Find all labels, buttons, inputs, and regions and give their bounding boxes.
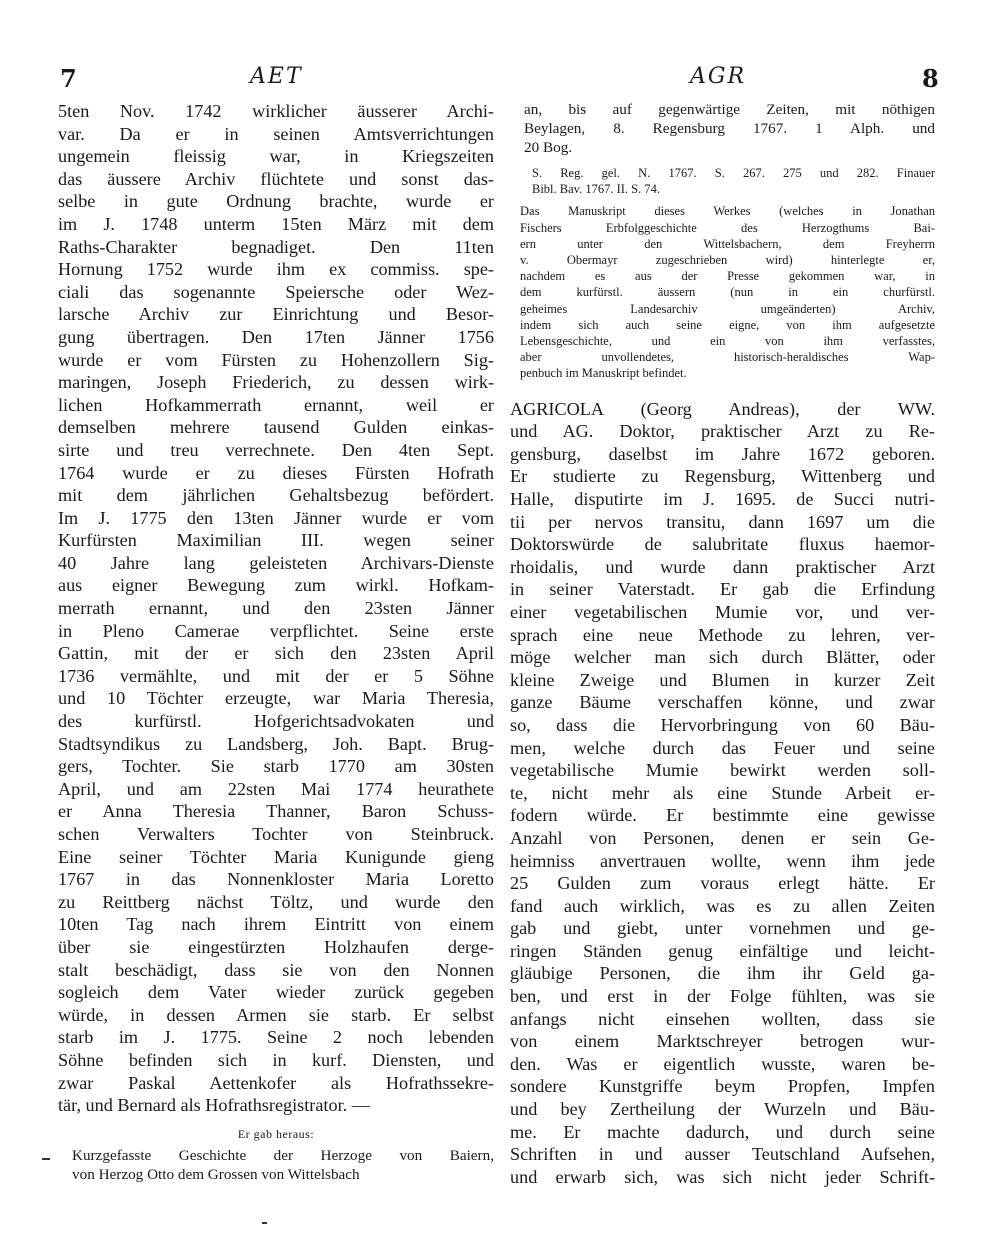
text-line: gensburg, daselbst im Jahre 1672 geboren. bbox=[510, 443, 935, 464]
text-line: über sie eingestürzten Holzhaufen derge- bbox=[58, 936, 494, 957]
text-line: larsche Archiv zur Einrichtung und Besor- bbox=[58, 304, 494, 325]
left-running-head: AET bbox=[250, 64, 303, 89]
left-column bbox=[58, 100, 494, 1184]
text-line: einer vegetabilischen Mumie vor, und ver- bbox=[510, 601, 935, 622]
text-line: demselben mehrere tausend Gulden einkas- bbox=[58, 417, 494, 438]
text-line: tär, und Bernard als Hofrathsregistrator. — bbox=[58, 1095, 370, 1116]
text-line: ringen Ständen genug einfältige und leicht- bbox=[510, 940, 935, 961]
bibliographic-reference bbox=[510, 165, 935, 197]
text-line: Fischers Erbfolggeschichte des Herzogthums Bai- bbox=[520, 220, 935, 235]
text-line: ungemein fleissig war, in Kriegszeiten bbox=[58, 146, 494, 167]
text-line: lichen Hofkammerrath ernannt, weil er bbox=[58, 394, 494, 415]
text-line: an, bis auf gegenwärtige Zeiten, mit nöthigen bbox=[524, 101, 935, 118]
text-line: AGRICOLA (Georg Andreas), der WW. bbox=[510, 398, 935, 419]
text-line: dem kurfürstl. äussern (nun in ein churfürstl. bbox=[520, 285, 935, 300]
text-line: Halle, disputirte im J. 1695. de Succi nutri- bbox=[510, 489, 935, 510]
text-line: zwar Paskal Aettenkofer als Hofrathssekre- bbox=[58, 1072, 494, 1093]
text-line: me. Er machte dadurch, und durch seine bbox=[510, 1121, 935, 1142]
text-line: starb im J. 1775. Seine 2 noch lebenden bbox=[58, 1027, 494, 1048]
text-line: men, welche durch das Feuer und seine bbox=[510, 737, 935, 758]
text-line: 1764 wurde er zu dieses Fürsten Hofrath bbox=[58, 462, 494, 483]
text-line: sprach eine neue Methode zu lehren, ver- bbox=[510, 624, 935, 645]
text-line: anfangs nicht einsehen wollten, dass sie bbox=[510, 1008, 935, 1029]
text-line: gers, Tochter. Sie starb 1770 am 30sten bbox=[58, 756, 494, 777]
text-line: 1736 vermählte, und mit der er 5 Söhne bbox=[58, 665, 494, 686]
text-line: aus eigner Bewegung zum wirkl. Hofkam- bbox=[58, 575, 494, 596]
text-line: und 10 Töchter erzeugte, war Maria Theresia, bbox=[58, 688, 494, 709]
text-line: schen Verwalters Tochter von Steinbruck. bbox=[58, 824, 494, 844]
text-line: rhoidalis, und wurde dann praktischer Arzt bbox=[510, 556, 935, 577]
text-line: er Anna Theresia Thanner, Baron Schuss- bbox=[58, 801, 494, 822]
text-line: zu Reittberg nächst Töltz, und wurde den bbox=[58, 891, 494, 912]
text-line: Söhne befinden sich in kurf. Diensten, und bbox=[58, 1049, 494, 1070]
text-line: tii per nervos transitu, dann 1697 um die bbox=[510, 511, 935, 532]
text-line: Das Manuskript dieses Werkes (welches in Jonathan bbox=[520, 204, 935, 219]
text-line: 25 Gulden zum voraus erlegt hätte. Er bbox=[510, 873, 935, 894]
text-line: 5ten Nov. 1742 wirklicher äusserer Archi- bbox=[58, 101, 494, 121]
text-line: und bey Zertheilung der Wurzeln und Bäu- bbox=[510, 1099, 935, 1120]
text-line: te, nicht mehr als eine Stunde Arbeit er- bbox=[510, 782, 935, 803]
text-line: und AG. Doktor, praktischer Arzt zu Re- bbox=[510, 421, 935, 442]
text-line: gläubige Personen, die ihm ihr Geld ga- bbox=[510, 963, 935, 984]
text-line: aber unvollendetes, historisch-heraldisches Wap- bbox=[520, 350, 935, 365]
text-line: selbe in gute Ordnung brachte, wurde er bbox=[58, 191, 494, 212]
text-line: merrath ernannt, und den 23sten Jänner bbox=[58, 598, 494, 619]
text-line: Eine seiner Töchter Maria Kunigunde gieng bbox=[58, 846, 494, 867]
text-line: Lebensgeschichte, und ein von ihm verfasstes, bbox=[520, 334, 935, 349]
text-line: möge welcher man sich durch Blätter, oder bbox=[510, 647, 935, 668]
text-line: das äussere Archiv flüchtete und sonst das- bbox=[58, 168, 494, 189]
text-line: Anzahl von Personen, denen er sein Ge- bbox=[510, 827, 935, 848]
right-page-number: 8 bbox=[922, 64, 939, 93]
text-line: heimniss anvertrauen wollte, wenn ihm jede bbox=[510, 850, 935, 871]
text-line: gab und giebt, unter vornehmen und ge- bbox=[510, 918, 935, 939]
text-line: in Pleno Camerae verpflichtet. Seine erste bbox=[58, 620, 494, 641]
text-line: sirte und treu verrechnete. Den 4ten Sept. bbox=[58, 439, 494, 460]
text-line: indem sich auch seine eigne, von ihm aufgesetzte bbox=[520, 317, 935, 332]
text-line: April, und am 22sten Mai 1774 heurathete bbox=[58, 778, 494, 799]
er-gab-heraus-heading: Er gab heraus: bbox=[237, 1126, 315, 1141]
text-line: von einem Marktschreyer betrogen wur- bbox=[510, 1031, 935, 1052]
margin-mark bbox=[262, 1222, 267, 1224]
text-line: des kurfürstl. Hofgerichtsadvokaten und bbox=[58, 711, 494, 732]
text-line: Doktorswürde de salubritate fluxus haemor- bbox=[510, 534, 935, 555]
text-line: so, dass die Hervorbringung von 60 Bäu- bbox=[510, 714, 935, 735]
text-line: sogleich dem Vater wieder zurück gegeben bbox=[58, 982, 494, 1003]
text-line: 1767 in das Nonnenkloster Maria Loretto bbox=[58, 869, 494, 890]
aettenkofer-entry-text bbox=[58, 100, 494, 1117]
text-line: Gattin, mit der er sich den 23sten April bbox=[58, 643, 494, 664]
agricola-entry-text bbox=[510, 398, 935, 1189]
text-line: würde, in dessen Armen sie starb. Er selbst bbox=[58, 1004, 494, 1025]
book-title-continuation bbox=[510, 100, 935, 157]
text-line: Stadtsyndikus zu Landsberg, Joh. Bapt. Brug- bbox=[58, 733, 494, 754]
text-line: in seiner Vaterstadt. Er gab die Erfindung bbox=[510, 579, 935, 600]
text-line: fand auch wirklich, was es zu allen Zeiten bbox=[510, 895, 935, 916]
book-title-lines bbox=[58, 1146, 494, 1184]
text-line: ganze Bäume verschaffen könne, und zwar bbox=[510, 692, 935, 713]
left-paragraph bbox=[58, 100, 494, 1117]
right-column bbox=[510, 100, 935, 1188]
text-line: sondere Kunstgriffe beym Propfen, Impfen bbox=[510, 1076, 935, 1097]
text-line: fodern würde. Er bestimmte eine gewisse bbox=[510, 805, 935, 826]
text-line: wurde er vom Fürsten zu Hohenzollern Sig- bbox=[58, 349, 494, 370]
text-line: mit dem jährlichen Gehaltsbezug befördert. bbox=[58, 485, 494, 506]
text-line: v. Obermayr zugeschrieben wird) hinterlegte er, bbox=[520, 253, 935, 268]
text-line: von Herzog Otto dem Grossen von Wittelsbach bbox=[72, 1165, 360, 1183]
left-page-number: 7 bbox=[60, 64, 77, 93]
text-line: 40 Jahre lang geleisteten Archivars-Dienste bbox=[58, 552, 494, 573]
text-line: stalt beschädigt, dass sie von den Nonnen bbox=[58, 959, 494, 980]
text-line: Kurzgefasste Geschichte der Herzoge von Baiern, bbox=[72, 1146, 494, 1164]
text-line: und erwarb sich, was sich nicht jeder Schrift- bbox=[510, 1166, 935, 1187]
right-running-head: AGR bbox=[690, 64, 747, 89]
manuscript-note bbox=[510, 203, 935, 381]
text-line: Kurfürsten Maximilian III. wegen seiner bbox=[58, 530, 494, 551]
text-line: ciali das sogenannte Speiersche oder Wez- bbox=[58, 281, 494, 302]
text-line: penbuch im Manuskript befindet. bbox=[520, 366, 687, 381]
text-line: nachdem es aus der Presse gekommen war, in bbox=[520, 269, 935, 284]
text-line: geheimes Landesarchiv umgeänderten) Archiv, bbox=[520, 301, 935, 316]
text-line: Raths-Charakter begnadiget. Den 11ten bbox=[58, 236, 494, 257]
right-paragraph bbox=[510, 398, 935, 1189]
text-line: 20 Bog. bbox=[524, 139, 573, 156]
text-line: Er studierte zu Regensburg, Wittenberg und bbox=[510, 466, 935, 487]
text-line: vegetabilische Mumie bewirkt werden soll- bbox=[510, 760, 935, 781]
text-line: den. Was er eigentlich wusste, waren be- bbox=[510, 1053, 935, 1074]
text-line: ben, und erst in der Folge fühlten, was sie bbox=[510, 986, 935, 1007]
text-line: Schriften in und ausser Teutschland Aufsehen, bbox=[510, 1144, 935, 1165]
text-line: Hornung 1752 wurde ihm ex commiss. spe- bbox=[58, 259, 494, 280]
text-line: gung übertragen. Den 17ten Jänner 1756 bbox=[58, 326, 494, 347]
text-line: kleine Zweige und Blumen in kurzer Zeit bbox=[510, 669, 935, 690]
text-line: ern unter den Wittelsbachern, dem Freyherrn bbox=[520, 236, 935, 251]
text-line: maringen, Joseph Friederich, zu dessen wirk- bbox=[58, 372, 494, 393]
text-line: Im J. 1775 den 13ten Jänner wurde er vom bbox=[58, 507, 494, 528]
text-line: var. Da er in seinen Amtsverrichtungen bbox=[58, 123, 494, 144]
text-line: im J. 1748 unterm 15ten März mit dem bbox=[58, 213, 494, 234]
text-line: Bibl. Bav. 1767. II. S. 74. bbox=[532, 182, 661, 197]
text-line: S. Reg. gel. N. 1767. S. 267. 275 und 282. Finauer bbox=[532, 166, 935, 180]
margin-mark bbox=[42, 1158, 50, 1160]
text-line: Beylagen, 8. Regensburg 1767. 1 Alph. und bbox=[524, 120, 935, 137]
text-line: 10ten Tag nach ihrem Eintritt von einem bbox=[58, 914, 494, 935]
